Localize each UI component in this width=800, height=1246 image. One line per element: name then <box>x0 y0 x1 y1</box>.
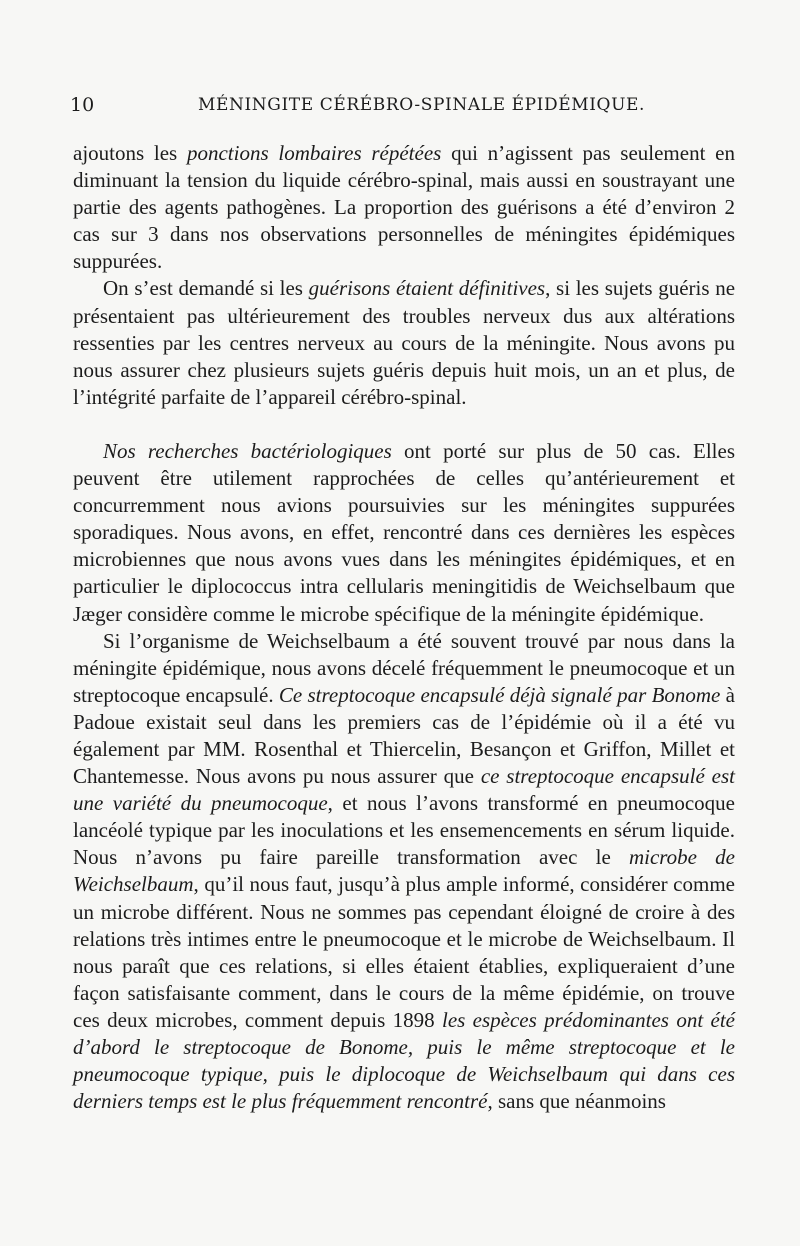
paragraph-recovery: On s’est demandé si les guérisons étaient définitives, si les sujets guéris ne présentaient pas ultérieurement des troubles nerveux dus aux altérations ressenties par les centres nerveux au cours de la méningite. Nous avons pu nous assurer chez plusieurs sujets guéris depuis huit mois, un an et plus, de l’intégrité parfaite de l’appareil cérébro-spinal. <box>73 276 736 409</box>
paragraph-treatment: ajoutons les ponctions lombaires répétées qui n’agissent pas seulement en diminuant la tension du liquide cérébro-spinal, mais aussi en soustrayant une partie des agents pathogènes. La proportion des guérisons a été d’environ 2 cas sur 3 dans nos observations personnelles de méningites épidémiques suppurées. <box>73 141 735 274</box>
paragraph-weichselbaum: Si l’organisme de Weichselbaum a été souvent trouvé par nous dans la méningite épidémique, nous avons décelé fréquemment le pneumocoque et un streptocoque encapsulé. Ce streptocoque encapsulé déjà signalé par Bonome à Padoue existait seul dans les premiers cas de l’épidémie où il a été vu également par MM. Rosenthal et Thiercelin, Besançon et Griffon, Millet et Chantemesse. Nous avons pu nous assurer que ce streptocoque encapsulé est une variété du pneumocoque, et nous l’avons transformé en pneumocoque lancéolé typique par les inoculations et les ensemencements en sérum liquide. Nous n’avons pu faire pareille transformation avec le microbe de Weichselbaum, qu’il nous faut, jusqu’à plus ample informé, considérer comme un microbe différent. Nous ne sommes pas cependant éloigné de croire à des relations très intimes entre le pneumocoque et le microbe de Weichselbaum. Il nous paraît que ces relations, si elles étaient établies, expliqueraient d’une façon satisfaisante comment, dans le cours de la même épidémie, on trouve ces deux microbes, comment depuis 1898 les espèces prédominantes ont été d’abord le streptocoque de Bonome, puis le même streptocoque et le pneumocoque typique, puis le diplocoque de Weichselbaum qui dans ces derniers temps est le plus fréquemment rencontré, sans que néanmoins <box>73 628 735 1114</box>
page-header <box>70 94 760 120</box>
paragraph-bacteriology: Nos recherches bactériologiques ont porté sur plus de 50 cas. Elles peuvent être utilement rapprochées de celles qu’antérieurement et concurremment nous avions poursuivies sur les méningites suppurées sporadiques. Nous avons, en effet, rencontré dans ces dernières les espèces microbiennes que nous avons vues dans les méningites épidémiques, et en particulier le diplococcus intra cellularis meningitidis de Weichselbaum que Jæger considère comme le microbe spécifique de la méningite épidémique. <box>73 438 736 626</box>
body-text <box>73 140 735 1115</box>
page-number: 10 <box>70 94 95 116</box>
section-gap <box>73 411 735 438</box>
running-title: MÉNINGITE CÉRÉBRO-SPINALE ÉPIDÉMIQUE. <box>198 95 646 115</box>
